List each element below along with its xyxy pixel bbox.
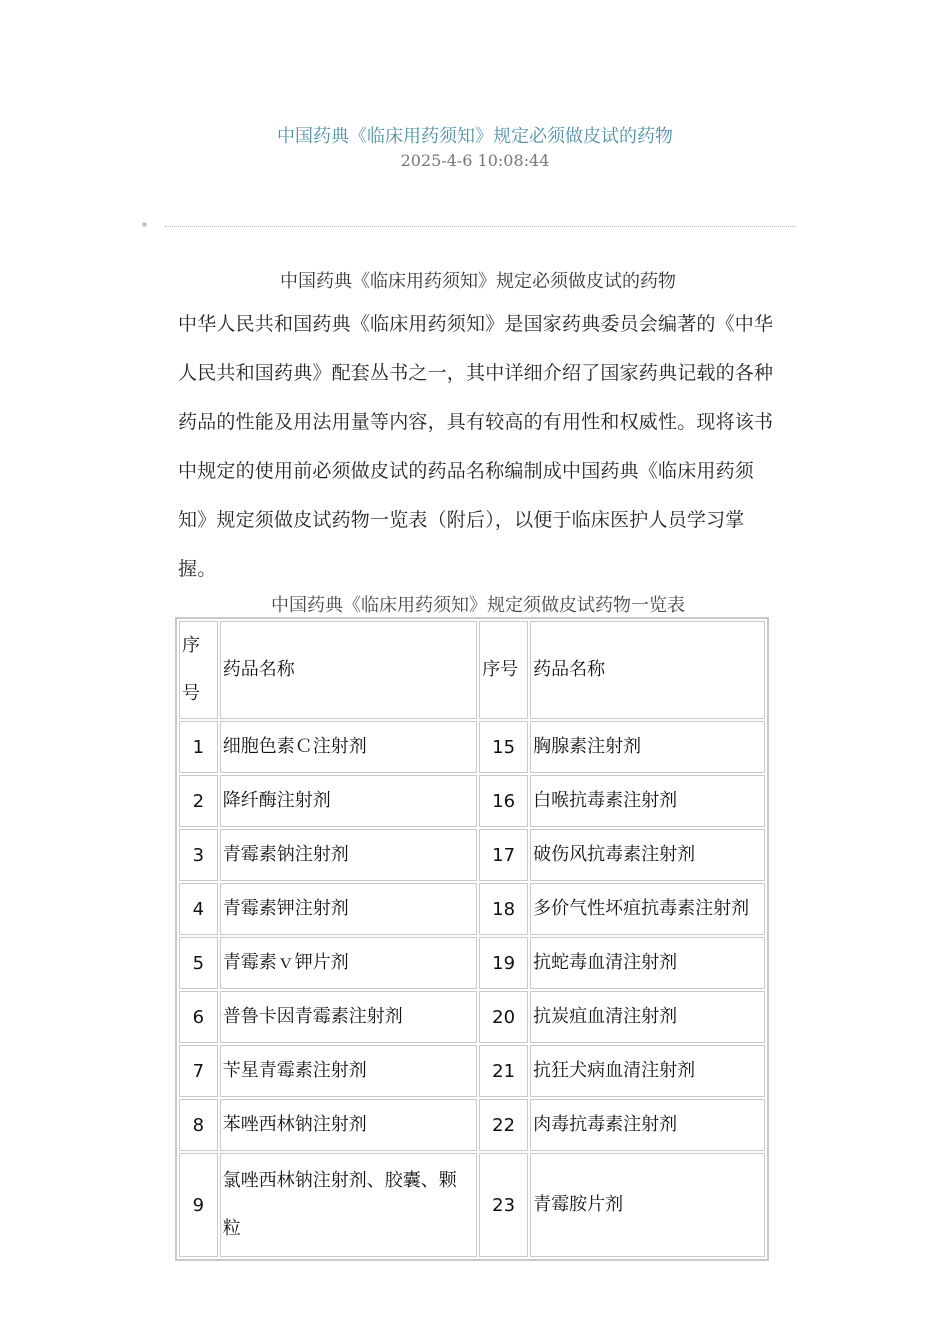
row-number-left: 7 xyxy=(179,1045,218,1097)
row-number-right: 19 xyxy=(479,937,528,989)
drug-name-left: 普鲁卡因青霉素注射剂 xyxy=(220,991,477,1043)
row-number-right: 17 xyxy=(479,829,528,881)
table-row xyxy=(179,883,765,935)
row-number-left: 9 xyxy=(179,1153,218,1257)
drug-name-left: 青霉素ｖ钾片剂 xyxy=(220,937,477,989)
row-number-right: 22 xyxy=(479,1099,528,1151)
row-number-right: 15 xyxy=(479,721,528,773)
row-number-left: 5 xyxy=(179,937,218,989)
skin-test-drug-table xyxy=(175,617,769,1261)
drug-name-left: 氯唑西林钠注射剂、胶囊、颗粒 xyxy=(220,1153,477,1257)
divider-marker: ■ xyxy=(142,220,147,229)
table-row xyxy=(179,1153,765,1257)
section-divider xyxy=(165,226,795,227)
row-number-left: 8 xyxy=(179,1099,218,1151)
drug-name-right: 青霉胺片剂 xyxy=(530,1153,765,1257)
document-datetime: 2025-4-6 10:08:44 xyxy=(400,151,550,170)
drug-name-left: 降纤酶注射剂 xyxy=(220,775,477,827)
drug-name-right: 肉毒抗毒素注射剂 xyxy=(530,1099,765,1151)
table-row xyxy=(179,991,765,1043)
table-row xyxy=(179,721,765,773)
row-number-left: 4 xyxy=(179,883,218,935)
col-header-number-1: 序号 xyxy=(179,621,218,719)
table-row xyxy=(179,1099,765,1151)
table-row xyxy=(179,1045,765,1097)
table-row xyxy=(179,829,765,881)
article-title: 中国药典《临床用药须知》规定必须做皮试的药物 xyxy=(280,271,676,292)
row-number-right: 23 xyxy=(479,1153,528,1257)
drug-name-left: 苄星青霉素注射剂 xyxy=(220,1045,477,1097)
drug-name-left: 青霉素钠注射剂 xyxy=(220,829,477,881)
col-header-drug-name-1: 药品名称 xyxy=(220,621,477,719)
intro-paragraph: 中华人民共和国药典《临床用药须知》是国家药典委员会编著的《中华人民共和国药典》配套丛书之一，其中详细介绍了国家药典记载的各种药品的性能及用法用量等内容，具有较高的有用性和权威性。现将该书中规定的使用前必须做皮试的药品名称编制成中国药典《临床用药须知》规定须做皮试药物一览表（附后），以便于临床医护人员学习掌握。 xyxy=(178,313,774,580)
drug-name-right: 抗蛇毒血清注射剂 xyxy=(530,937,765,989)
drug-name-left: 细胞色素Ｃ注射剂 xyxy=(220,721,477,773)
row-number-left: 2 xyxy=(179,775,218,827)
row-number-left: 3 xyxy=(179,829,218,881)
row-number-left: 1 xyxy=(179,721,218,773)
row-number-right: 20 xyxy=(479,991,528,1043)
table-header-row xyxy=(179,621,765,719)
row-number-right: 16 xyxy=(479,775,528,827)
drug-name-right: 胸腺素注射剂 xyxy=(530,721,765,773)
drug-name-right: 抗狂犬病血清注射剂 xyxy=(530,1045,765,1097)
table-row xyxy=(179,775,765,827)
drug-name-left: 苯唑西林钠注射剂 xyxy=(220,1099,477,1151)
row-number-right: 18 xyxy=(479,883,528,935)
table-row xyxy=(179,937,765,989)
drug-name-right: 抗炭疽血清注射剂 xyxy=(530,991,765,1043)
drug-name-right: 破伤风抗毒素注射剂 xyxy=(530,829,765,881)
drug-name-left: 青霉素钾注射剂 xyxy=(220,883,477,935)
row-number-right: 21 xyxy=(479,1045,528,1097)
row-number-left: 6 xyxy=(179,991,218,1043)
col-header-number-2: 序号 xyxy=(479,621,528,719)
document-title: 中国药典《临床用药须知》规定必须做皮试的药物 xyxy=(277,126,673,147)
drug-name-right: 白喉抗毒素注射剂 xyxy=(530,775,765,827)
drug-name-right: 多价气性坏疽抗毒素注射剂 xyxy=(530,883,765,935)
table-caption: 中国药典《临床用药须知》规定须做皮试药物一览表 xyxy=(271,595,685,616)
col-header-drug-name-2: 药品名称 xyxy=(530,621,765,719)
